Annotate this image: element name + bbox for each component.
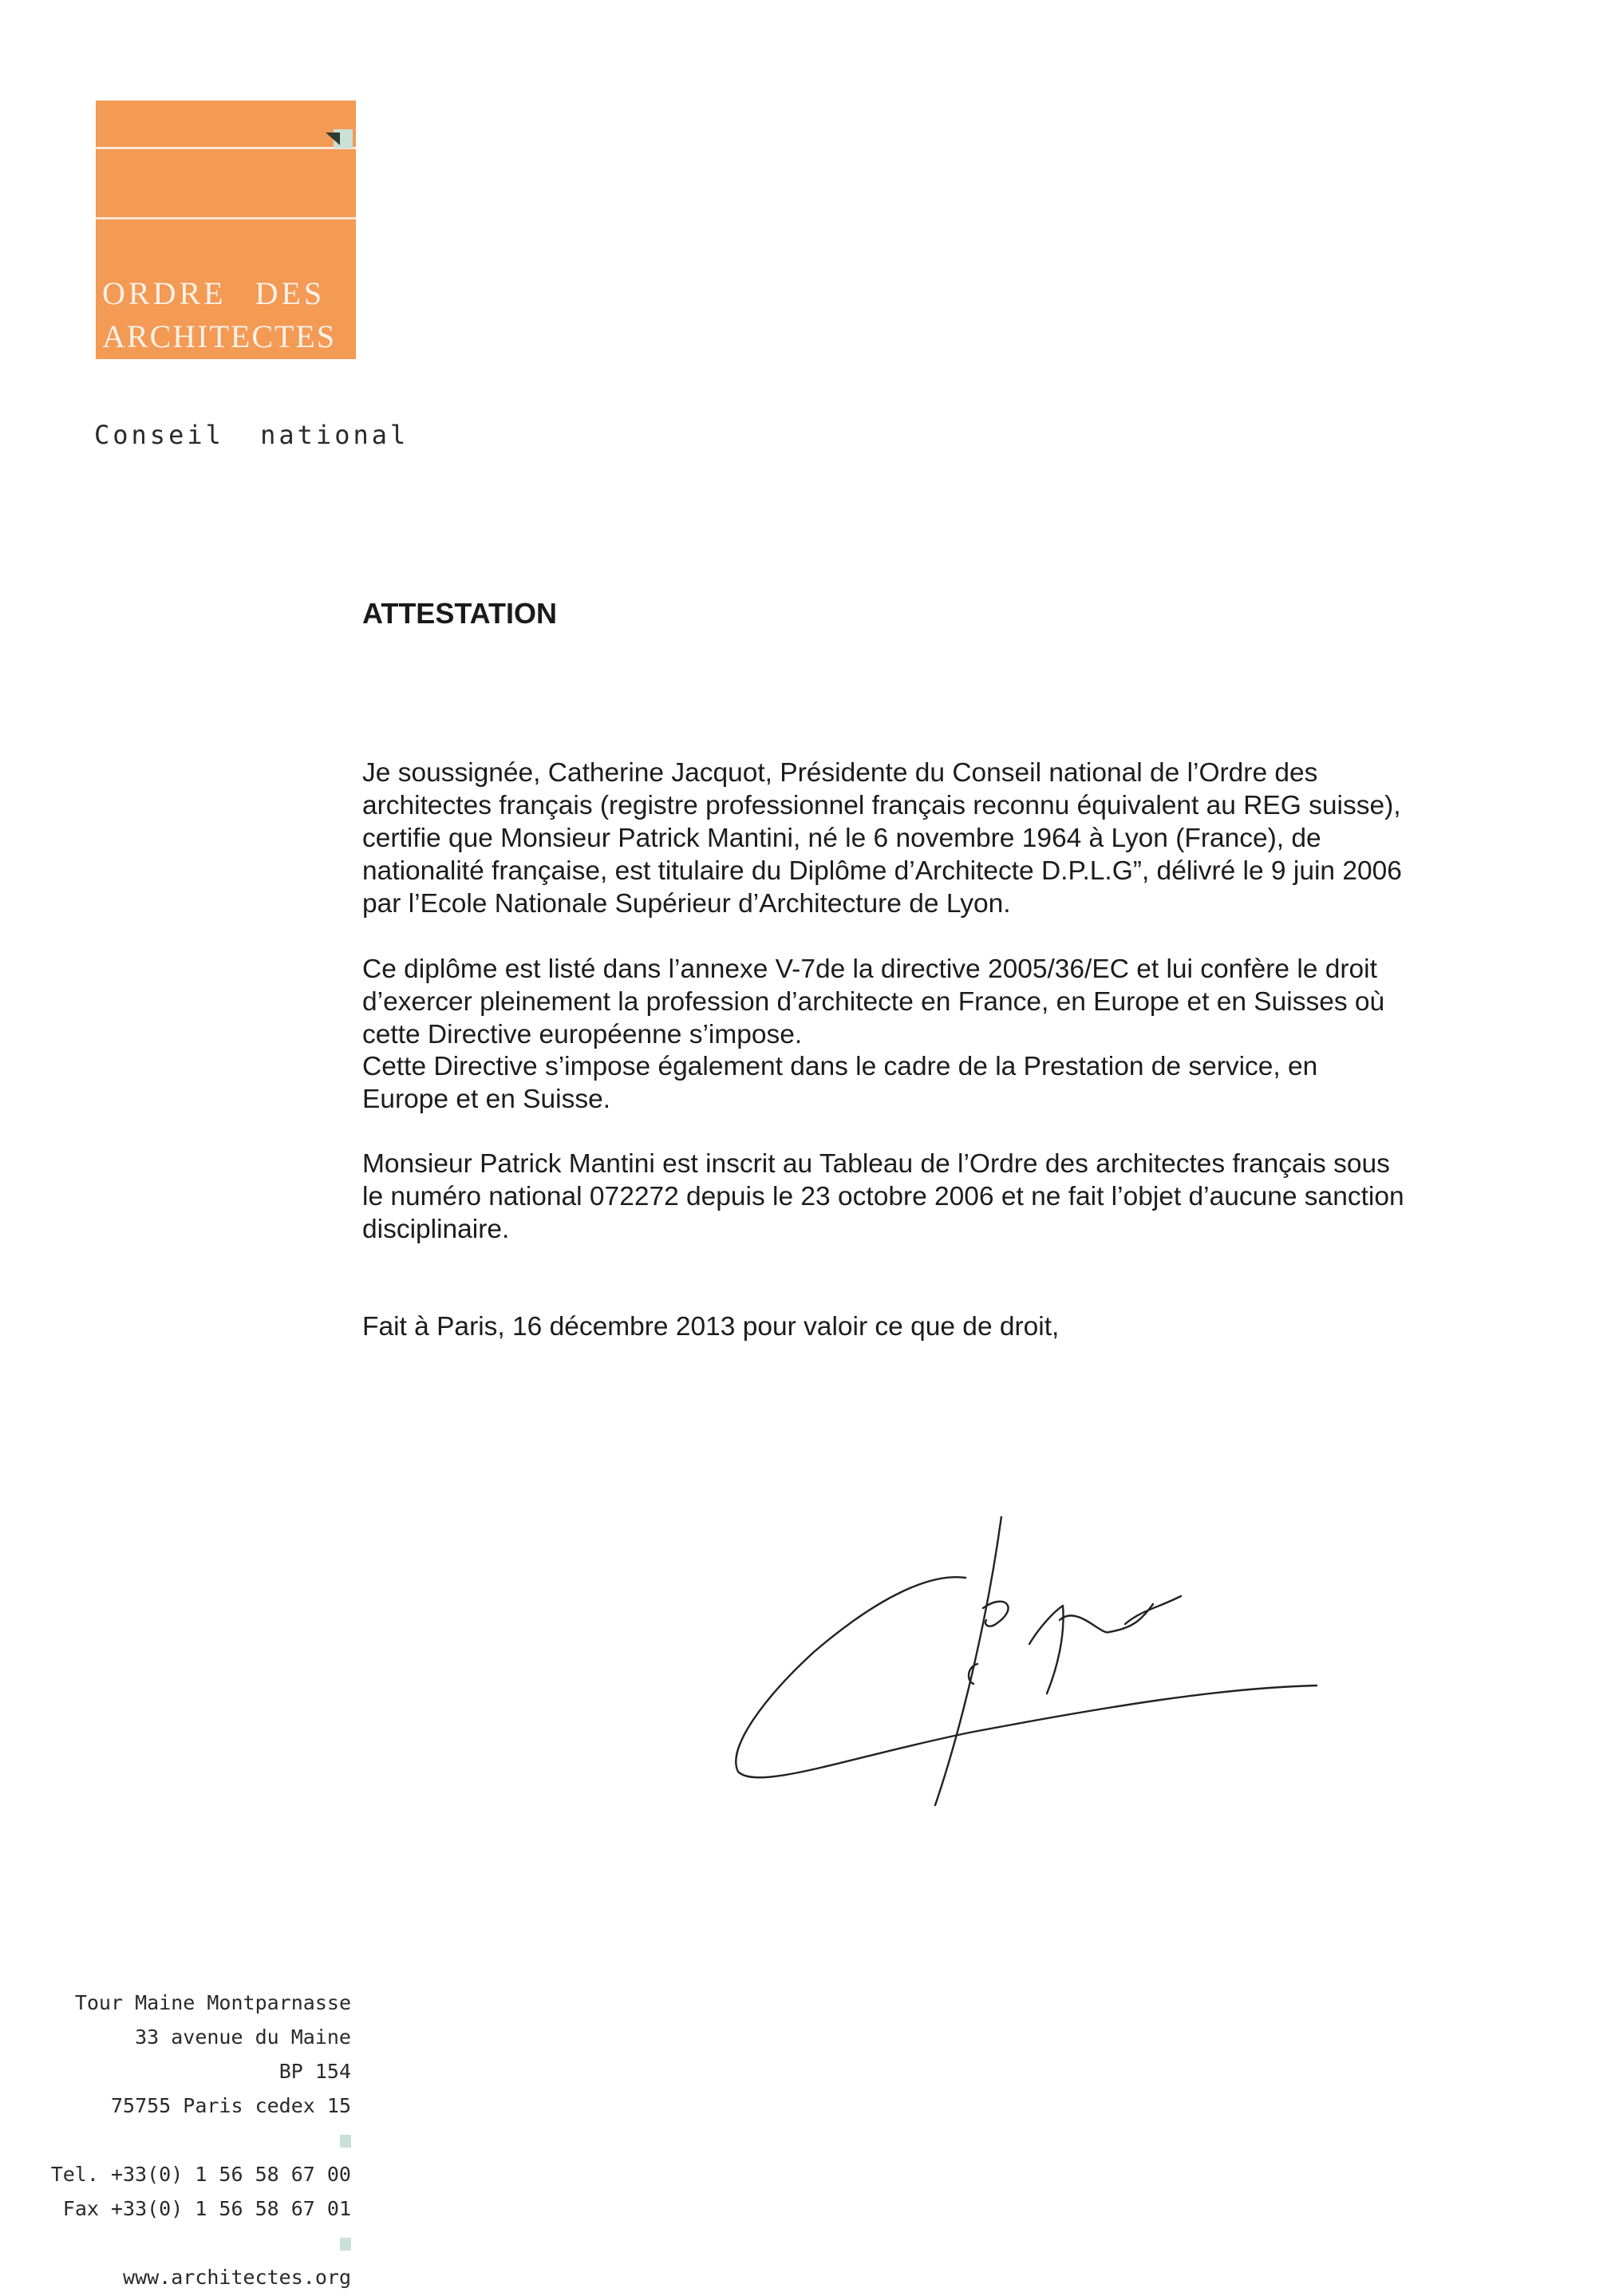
ordre-des-architectes-logo bbox=[96, 101, 356, 359]
logo-corner-mark-icon bbox=[324, 129, 353, 148]
paragraph-certification bbox=[362, 757, 1408, 920]
paragraph-text: Ce diplôme est listé dans l’annexe V-7de la directive 2005/36/EC et lui confère le droit d’exercer pleinement la profession d’architecte en France, en Europe et en Suisses où cette Directive européenne s’impose. bbox=[362, 954, 1385, 1049]
logo-rule-top bbox=[96, 147, 356, 149]
logo-text-line2: ARCHITECTES bbox=[102, 318, 337, 354]
footer-separator bbox=[51, 2123, 351, 2157]
contact-footer bbox=[51, 1986, 351, 2294]
address-line: BP 154 bbox=[278, 2060, 351, 2083]
paragraph-diploma bbox=[362, 953, 1408, 1051]
council-subtitle: Conseil national bbox=[94, 420, 409, 450]
footer-separator bbox=[51, 2226, 351, 2260]
logo-rule-bottom bbox=[96, 217, 356, 219]
document-title: ATTESTATION bbox=[362, 597, 557, 630]
website-link[interactable]: www.architectes.org bbox=[123, 2266, 351, 2289]
closing-statement bbox=[362, 1310, 1408, 1343]
address-line: Tour Maine Montparnasse bbox=[74, 1991, 351, 2014]
phone-number: Tel. +33(0) 1 56 58 67 00 bbox=[50, 2163, 351, 2186]
paragraph-text: Cette Directive s’impose également dans le cadre de la Prestation de service, en Europe et en Suisse. bbox=[362, 1052, 1318, 1114]
separator-square-icon bbox=[340, 2238, 351, 2251]
handwritten-signature bbox=[726, 1516, 1325, 1820]
closing-text: Fait à Paris, 16 décembre 2013 pour valoir ce que de droit, bbox=[362, 1312, 1060, 1342]
address-line: 75755 Paris cedex 15 bbox=[110, 2094, 351, 2117]
paragraph-text: Je soussignée, Catherine Jacquot, Présidente du Conseil national de l’Ordre des architectes français (registre professionnel français reconnu équivalent au REG suisse), certifie que Monsieur Patrick Mantini, né le 6 novembre 1964 à Lyon (France), de nationalité française, est titulaire du Diplôme d’Architecte D.P.L.G”, délivré le 9 juin 2006 par l’Ecole Nationale Supérieur d’Architecture de Lyon. bbox=[362, 758, 1402, 919]
separator-square-icon bbox=[340, 2135, 351, 2148]
paragraph-text: Monsieur Patrick Mantini est inscrit au Tableau de l’Ordre des architectes français sous le numéro national 072272 depuis le 23 octobre 2006 et ne fait l’objet d’aucune sanction disciplinaire. bbox=[362, 1149, 1404, 1244]
fax-number: Fax +33(0) 1 56 58 67 01 bbox=[62, 2197, 351, 2220]
paragraph-directive bbox=[362, 1050, 1408, 1116]
paragraph-registration bbox=[362, 1148, 1408, 1246]
logo-text-line1: ORDRE DES bbox=[102, 275, 326, 311]
address-line: 33 avenue du Maine bbox=[135, 2025, 351, 2049]
